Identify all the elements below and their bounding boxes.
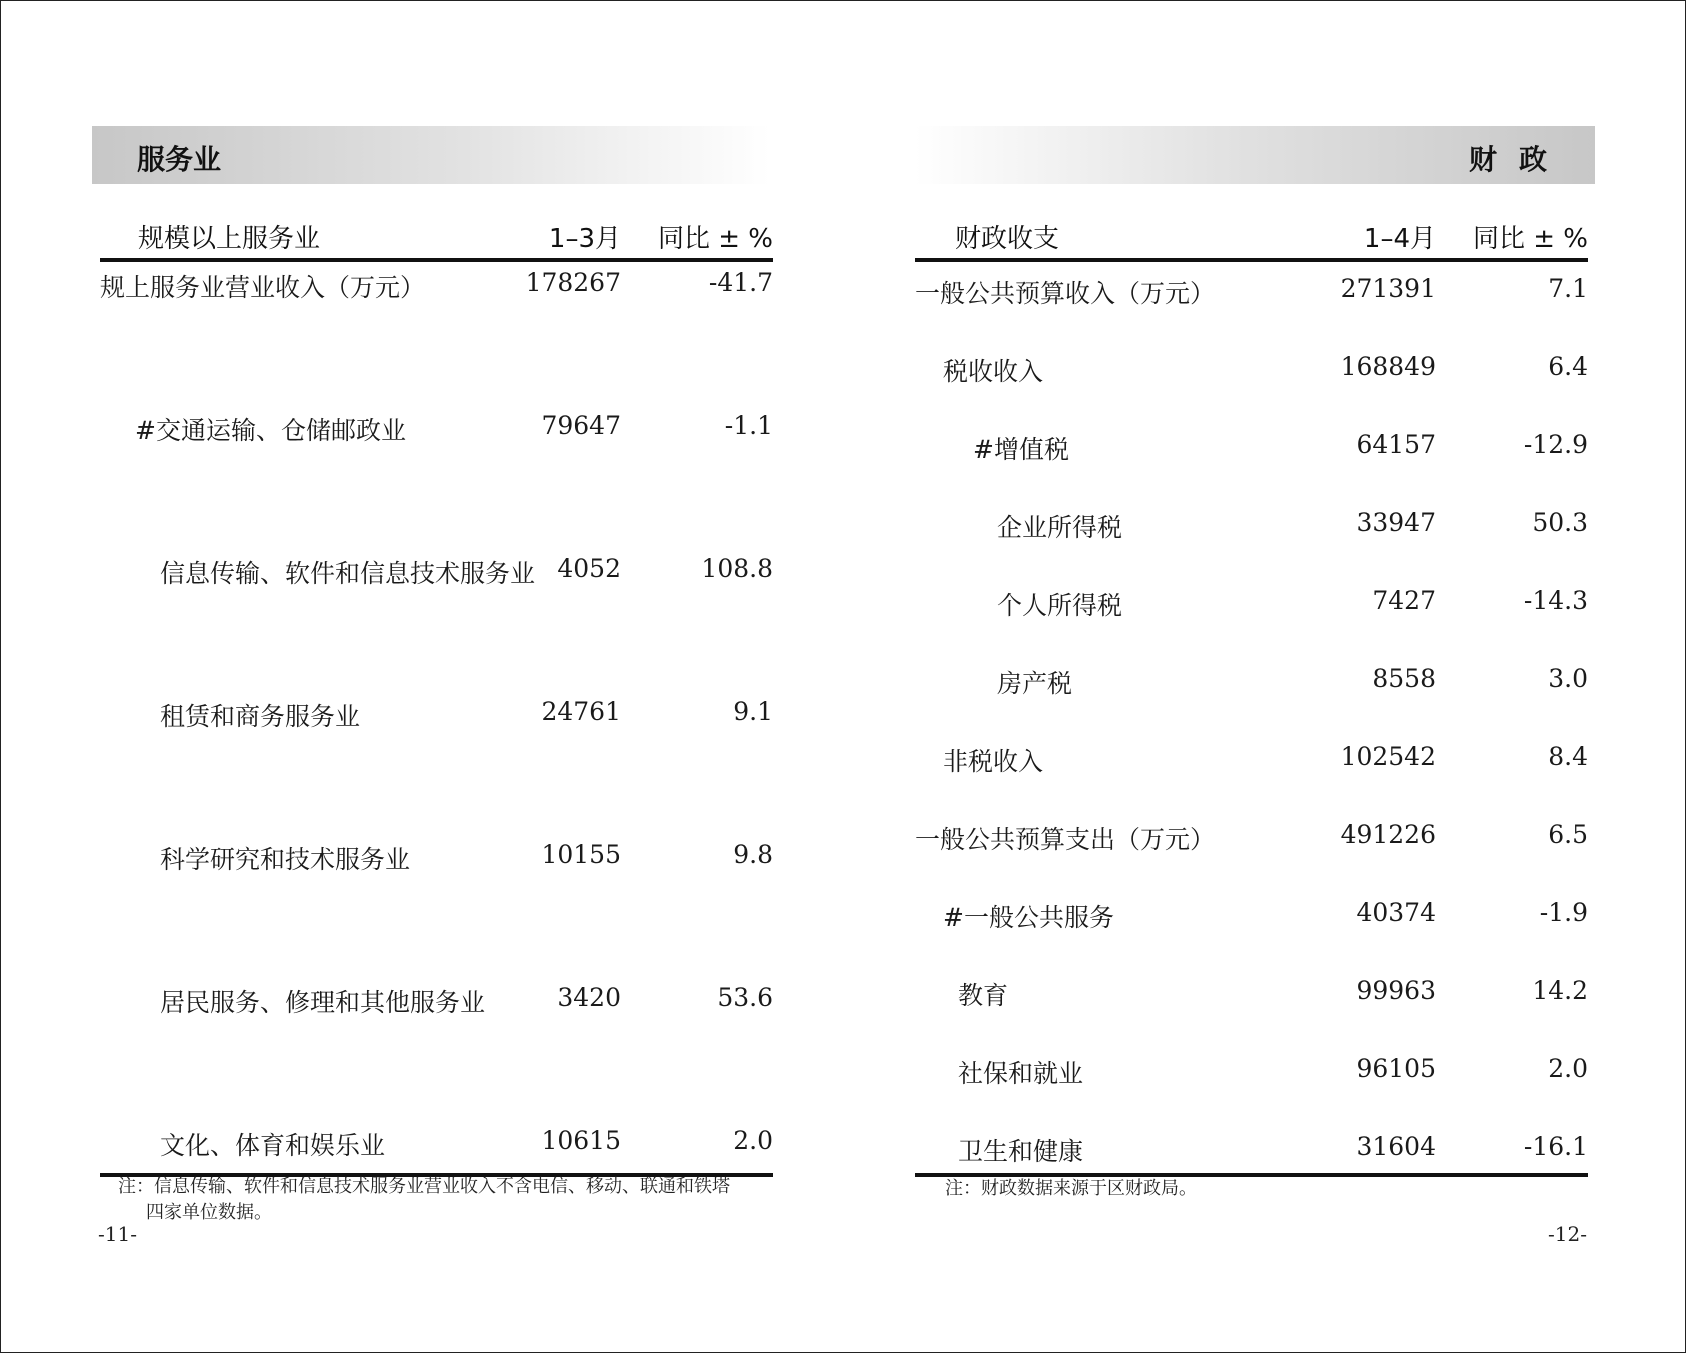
table-title: 规模以上服务业 [138, 224, 321, 254]
services-table [100, 210, 773, 1177]
row-yoy: -1.9 [1539, 898, 1588, 927]
row-value: 96105 [1356, 1054, 1436, 1083]
footnote-line: 四家单位数据。 [146, 1202, 272, 1223]
table-row [915, 742, 1588, 782]
table-row [915, 586, 1588, 626]
row-value: 10155 [541, 840, 621, 869]
table-body [100, 262, 773, 1177]
row-label: 一般公共预算收入（万元） [915, 279, 1216, 308]
row-value: 79647 [541, 411, 621, 440]
row-yoy: 50.3 [1532, 508, 1588, 537]
row-label: 非税收入 [943, 747, 1044, 776]
row-yoy: 8.4 [1548, 742, 1588, 771]
finance-table [915, 210, 1588, 1177]
row-value: 102542 [1340, 742, 1436, 771]
table-row [915, 820, 1588, 860]
row-yoy: 53.6 [717, 983, 773, 1012]
section-banner-finance [915, 126, 1595, 184]
table-title: 财政收支 [955, 224, 1060, 254]
row-value: 178267 [525, 268, 621, 297]
row-label: 科学研究和技术服务业 [160, 845, 411, 874]
row-label: 税收收入 [943, 357, 1044, 386]
table-row [915, 976, 1588, 1016]
row-value: 10615 [541, 1126, 621, 1155]
table-row [100, 554, 773, 594]
row-yoy: 2.0 [1548, 1054, 1588, 1083]
table-row [100, 983, 773, 1023]
section-title: 服务业 [137, 143, 222, 176]
row-yoy: 2.0 [733, 1126, 773, 1155]
table-row [100, 840, 773, 880]
table-row [915, 508, 1588, 548]
row-label: #一般公共服务 [943, 903, 1114, 932]
table-row [100, 1126, 773, 1166]
row-yoy: 6.5 [1548, 820, 1588, 849]
row-label: 教育 [958, 981, 1009, 1010]
row-label: #交通运输、仓储邮政业 [135, 416, 406, 445]
row-label: #增值税 [973, 435, 1069, 464]
table-row [915, 430, 1588, 470]
row-yoy: 7.1 [1548, 274, 1588, 303]
row-value: 271391 [1340, 274, 1436, 303]
row-value: 4052 [557, 554, 621, 583]
period-header: 1–3月 [548, 224, 621, 254]
footnote-line: 注：信息传输、软件和信息技术服务业营业收入不含电信、移动、联通和铁塔 [118, 1176, 730, 1197]
row-value: 3420 [557, 983, 621, 1012]
footnote-left [118, 1174, 730, 1226]
row-yoy: -14.3 [1523, 586, 1588, 615]
table-header [100, 210, 773, 262]
row-label: 企业所得税 [997, 513, 1123, 542]
table-body [915, 262, 1588, 1177]
row-value: 31604 [1356, 1132, 1436, 1161]
row-yoy: 9.1 [733, 697, 773, 726]
row-value: 64157 [1356, 430, 1436, 459]
table-header [915, 210, 1588, 262]
row-label: 社保和就业 [958, 1059, 1084, 1088]
table-row [915, 664, 1588, 704]
page-number-right: -12- [1548, 1222, 1587, 1246]
row-value: 491226 [1340, 820, 1436, 849]
row-label: 个人所得税 [997, 591, 1123, 620]
table-row [915, 1132, 1588, 1172]
row-label: 居民服务、修理和其他服务业 [160, 988, 486, 1017]
row-value: 99963 [1356, 976, 1436, 1005]
row-yoy: 14.2 [1532, 976, 1588, 1005]
row-yoy: 108.8 [701, 554, 773, 583]
table-row [100, 411, 773, 451]
period-header: 1–4月 [1363, 224, 1436, 254]
row-yoy: -1.1 [724, 411, 773, 440]
row-yoy: -12.9 [1523, 430, 1588, 459]
row-yoy: -16.1 [1523, 1132, 1588, 1161]
table-row [100, 268, 773, 308]
table-row [915, 352, 1588, 392]
row-value: 33947 [1356, 508, 1436, 537]
row-value: 168849 [1340, 352, 1436, 381]
row-value: 24761 [541, 697, 621, 726]
row-label: 租赁和商务服务业 [160, 702, 361, 731]
yoy-header: 同比 ± % [657, 224, 773, 254]
row-value: 40374 [1356, 898, 1436, 927]
row-yoy: 6.4 [1548, 352, 1588, 381]
row-yoy: 9.8 [733, 840, 773, 869]
page-number-left: -11- [98, 1222, 137, 1246]
row-yoy: 3.0 [1548, 664, 1588, 693]
row-label: 信息传输、软件和信息技术服务业 [160, 559, 536, 588]
table-row [915, 1054, 1588, 1094]
table-row [100, 697, 773, 737]
row-label: 一般公共预算支出（万元） [915, 825, 1216, 854]
section-title: 财政 [1468, 143, 1569, 176]
table-row [915, 274, 1588, 314]
row-label: 规上服务业营业收入（万元） [100, 273, 426, 302]
row-value: 8558 [1372, 664, 1436, 693]
row-label: 房产税 [997, 669, 1073, 698]
yoy-header: 同比 ± % [1472, 224, 1588, 254]
table-row [915, 898, 1588, 938]
footnote-right: 注：财政数据来源于区财政局。 [945, 1178, 1197, 1199]
row-label: 卫生和健康 [958, 1137, 1084, 1166]
row-yoy: -41.7 [708, 268, 773, 297]
row-label: 文化、体育和娱乐业 [160, 1131, 386, 1160]
row-value: 7427 [1372, 586, 1436, 615]
section-banner-services [92, 126, 770, 184]
